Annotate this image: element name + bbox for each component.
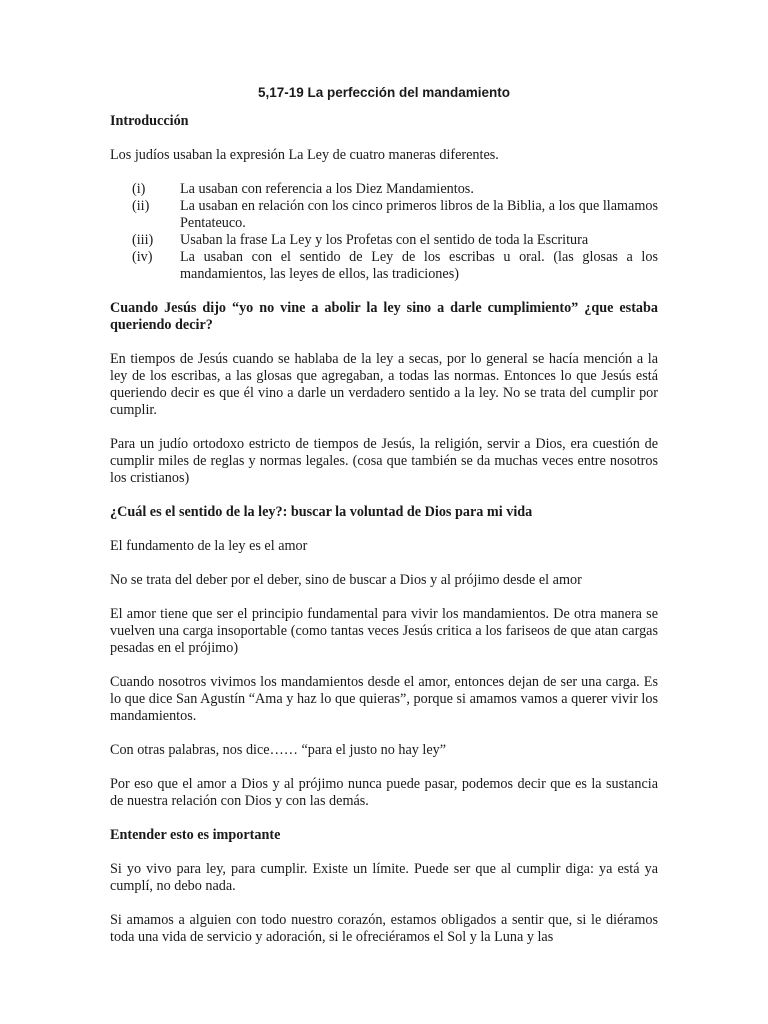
paragraph: Con otras palabras, nos dice…… “para el justo no hay ley” [110, 742, 447, 758]
intro-paragraph: Los judíos usaban la expresión La Ley de cuatro maneras diferentes. [110, 147, 499, 163]
paragraph: El amor tiene que ser el principio fundamental para vivir los mandamientos. De otra manera se vuelven una carga insoportable (como tantas veces Jesús critica a los fariseos de que atan cargas pesadas en el prójimo) [110, 606, 658, 656]
paragraph: Cuando nosotros vivimos los mandamientos desde el amor, entonces dejan de ser una carga. Es lo que dice San Agustín “Ama y haz lo que quieras”, porque si amamos vamos a querer vivir los mandamientos. [110, 674, 658, 724]
list-item [110, 181, 658, 198]
list-text: Usaban la frase La Ley y los Profetas con el sentido de toda la Escritura [180, 232, 589, 248]
important-heading: Entender esto es importante [110, 827, 281, 843]
paragraph: Para un judío ortodoxo estricto de tiempos de Jesús, la religión, servir a Dios, era cuestión de cumplir miles de reglas y normas legales. (cosa que también se da muchas veces entre nosotros los cristianos) [110, 436, 658, 486]
law-uses-list [110, 181, 658, 283]
document-title: 5,17-19 La perfección del mandamiento [257, 85, 511, 100]
intro-heading: Introducción [110, 113, 189, 129]
list-text: La usaban con referencia a los Diez Mandamientos. [180, 181, 474, 197]
list-item [110, 198, 658, 232]
document-page [110, 84, 658, 963]
sense-heading: ¿Cuál es el sentido de la ley?: buscar la voluntad de Dios para mi vida [110, 504, 533, 520]
list-item [110, 249, 658, 283]
list-text: La usaban en relación con los cinco primeros libros de la Biblia, a los que llamamos Pentateuco. [180, 198, 658, 231]
list-text: La usaban con el sentido de Ley de los escribas u oral. (las glosas a los mandamientos, las leyes de ellos, las tradiciones) [180, 249, 658, 282]
paragraph: Por eso que el amor a Dios y al prójimo nunca puede pasar, podemos decir que es la sustancia de nuestra relación con Dios y con las demás. [110, 776, 658, 809]
question-heading: Cuando Jesús dijo “yo no vine a abolir la ley sino a darle cumplimiento” ¿que estaba queriendo decir? [110, 300, 658, 333]
list-item [110, 232, 658, 249]
paragraph: No se trata del deber por el deber, sino de buscar a Dios y al prójimo desde el amor [110, 572, 582, 588]
paragraph: El fundamento de la ley es el amor [110, 538, 308, 554]
list-number: (ii) [132, 198, 150, 214]
list-number: (iv) [132, 249, 153, 265]
paragraph: Si yo vivo para ley, para cumplir. Existe un límite. Puede ser que al cumplir diga: ya está ya cumplí, no debo nada. [110, 861, 658, 894]
list-number: (iii) [132, 232, 154, 248]
paragraph: Si amamos a alguien con todo nuestro corazón, estamos obligados a sentir que, si le diéramos toda una vida de servicio y adoración, si le ofreciéramos el Sol y la Luna y las [110, 912, 658, 945]
paragraph: En tiempos de Jesús cuando se hablaba de la ley a secas, por lo general se hacía mención a la ley de los escribas, a las glosas que agregaban, a todas las normas. Entonces lo que Jesús está queriendo decir es que él vino a darle un verdadero sentido a la ley. No se trata del cumplir por cumplir. [110, 351, 658, 418]
list-number: (i) [132, 181, 146, 197]
